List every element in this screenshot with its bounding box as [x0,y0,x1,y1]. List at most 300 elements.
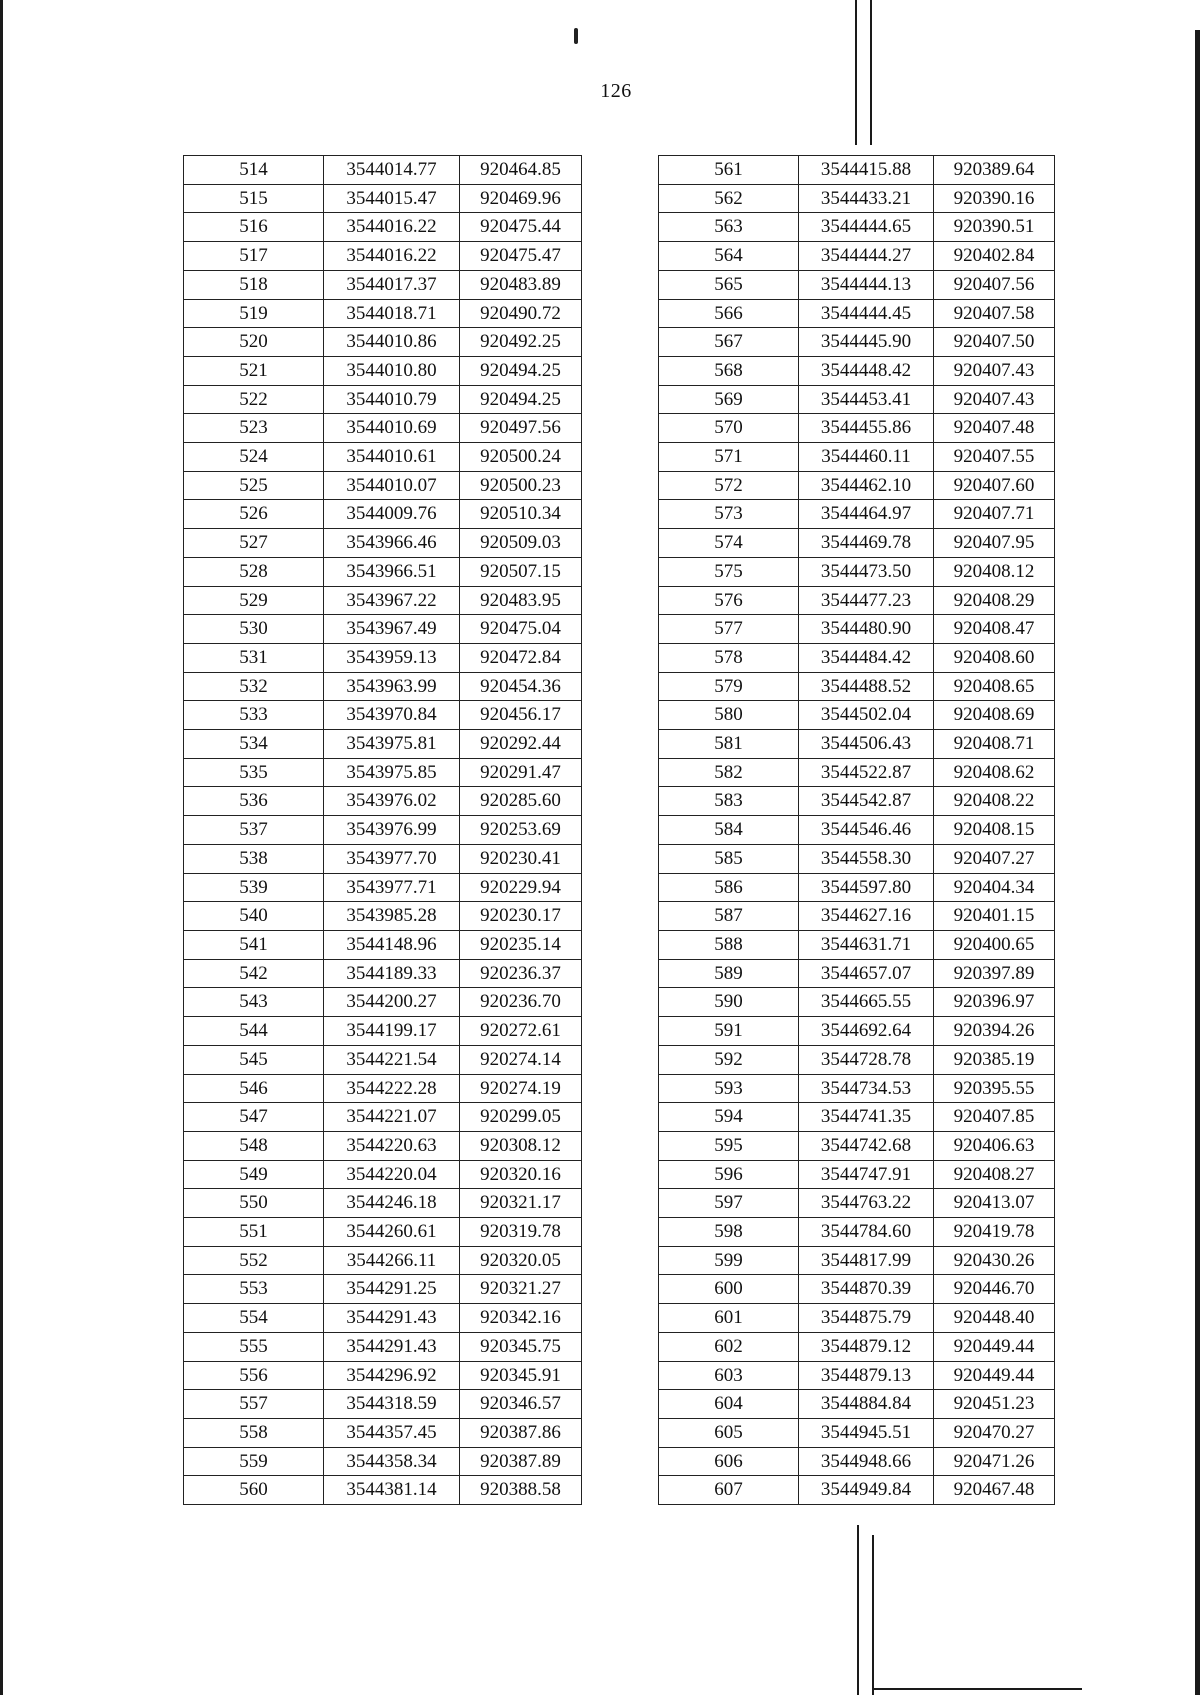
table-row [659,385,1055,414]
x-coordinate-cell: 3544222.28 [324,1074,460,1103]
x-coordinate-cell: 3544763.22 [799,1189,934,1218]
x-coordinate-cell: 3544558.30 [799,844,934,873]
x-coordinate-cell: 3544010.86 [324,328,460,357]
table-row [659,844,1055,873]
table-row [659,1074,1055,1103]
point-number-cell: 578 [659,643,799,672]
point-number-cell: 525 [184,471,324,500]
x-coordinate-cell: 3544453.41 [799,385,934,414]
y-coordinate-cell: 920475.47 [460,242,582,271]
point-number-cell: 522 [184,385,324,414]
point-number-cell: 595 [659,1131,799,1160]
x-coordinate-cell: 3544462.10 [799,471,934,500]
table-row [659,443,1055,472]
table-row [659,299,1055,328]
y-coordinate-cell: 920492.25 [460,328,582,357]
point-number-cell: 536 [184,787,324,816]
x-coordinate-cell: 3543959.13 [324,643,460,672]
x-coordinate-cell: 3544010.69 [324,414,460,443]
point-number-cell: 590 [659,988,799,1017]
table-row [659,1447,1055,1476]
y-coordinate-cell: 920272.61 [460,1017,582,1046]
point-number-cell: 567 [659,328,799,357]
point-number-cell: 541 [184,930,324,959]
table-row [659,270,1055,299]
x-coordinate-cell: 3544433.21 [799,184,934,213]
point-number-cell: 552 [184,1246,324,1275]
y-coordinate-cell: 920229.94 [460,873,582,902]
point-number-cell: 524 [184,443,324,472]
point-number-cell: 521 [184,356,324,385]
table-row [659,1361,1055,1390]
point-number-cell: 538 [184,844,324,873]
point-number-cell: 535 [184,758,324,787]
table-row [184,299,582,328]
table-row [184,1275,582,1304]
table-row [659,156,1055,185]
point-number-cell: 550 [184,1189,324,1218]
table-row [184,1189,582,1218]
y-coordinate-cell: 920321.27 [460,1275,582,1304]
x-coordinate-cell: 3544010.07 [324,471,460,500]
x-coordinate-cell: 3544692.64 [799,1017,934,1046]
y-coordinate-cell: 920291.47 [460,758,582,787]
table-row [184,1160,582,1189]
x-coordinate-cell: 3544016.22 [324,242,460,271]
x-coordinate-cell: 3544014.77 [324,156,460,185]
point-number-cell: 582 [659,758,799,787]
x-coordinate-cell: 3544291.43 [324,1332,460,1361]
point-number-cell: 523 [184,414,324,443]
y-coordinate-cell: 920235.14 [460,930,582,959]
y-coordinate-cell: 920404.34 [934,873,1055,902]
binding-line-bottom-b [872,1535,874,1695]
table-row [184,1390,582,1419]
x-coordinate-cell: 3544884.84 [799,1390,934,1419]
y-coordinate-cell: 920475.04 [460,615,582,644]
point-number-cell: 587 [659,902,799,931]
point-number-cell: 592 [659,1045,799,1074]
point-number-cell: 564 [659,242,799,271]
point-number-cell: 556 [184,1361,324,1390]
table-row [659,242,1055,271]
y-coordinate-cell: 920407.56 [934,270,1055,299]
table-row [184,902,582,931]
point-number-cell: 530 [184,615,324,644]
y-coordinate-cell: 920490.72 [460,299,582,328]
point-number-cell: 565 [659,270,799,299]
x-coordinate-cell: 3544266.11 [324,1246,460,1275]
x-coordinate-cell: 3543966.46 [324,529,460,558]
x-coordinate-cell: 3544546.46 [799,816,934,845]
binding-line-top-a [855,0,857,145]
y-coordinate-cell: 920408.65 [934,672,1055,701]
table-row [184,1074,582,1103]
table-row [184,873,582,902]
point-number-cell: 583 [659,787,799,816]
y-coordinate-cell: 920408.71 [934,730,1055,759]
table-row [659,557,1055,586]
point-number-cell: 531 [184,643,324,672]
x-coordinate-cell: 3544200.27 [324,988,460,1017]
y-coordinate-cell: 920320.16 [460,1160,582,1189]
coordinates-table-left [183,155,582,1505]
point-number-cell: 516 [184,213,324,242]
table-row [659,1218,1055,1247]
table-row [659,988,1055,1017]
y-coordinate-cell: 920253.69 [460,816,582,845]
y-coordinate-cell: 920407.95 [934,529,1055,558]
y-coordinate-cell: 920483.89 [460,270,582,299]
table-row [184,1447,582,1476]
y-coordinate-cell: 920407.71 [934,500,1055,529]
table-row [659,1131,1055,1160]
point-number-cell: 545 [184,1045,324,1074]
point-number-cell: 555 [184,1332,324,1361]
x-coordinate-cell: 3544728.78 [799,1045,934,1074]
x-coordinate-cell: 3543975.85 [324,758,460,787]
table-row [184,500,582,529]
table-row [184,787,582,816]
table-row [184,529,582,558]
x-coordinate-cell: 3544010.79 [324,385,460,414]
x-coordinate-cell: 3544444.13 [799,270,934,299]
table-row [184,156,582,185]
point-number-cell: 562 [659,184,799,213]
y-coordinate-cell: 920397.89 [934,959,1055,988]
y-coordinate-cell: 920407.50 [934,328,1055,357]
y-coordinate-cell: 920470.27 [934,1418,1055,1447]
x-coordinate-cell: 3544522.87 [799,758,934,787]
y-coordinate-cell: 920407.43 [934,385,1055,414]
y-coordinate-cell: 920345.75 [460,1332,582,1361]
x-coordinate-cell: 3544018.71 [324,299,460,328]
x-coordinate-cell: 3544488.52 [799,672,934,701]
y-coordinate-cell: 920299.05 [460,1103,582,1132]
point-number-cell: 607 [659,1476,799,1505]
table-row [659,1390,1055,1419]
x-coordinate-cell: 3544484.42 [799,643,934,672]
y-coordinate-cell: 920407.55 [934,443,1055,472]
y-coordinate-cell: 920494.25 [460,356,582,385]
x-coordinate-cell: 3544734.53 [799,1074,934,1103]
binding-line-bottom-c [872,1688,1082,1690]
point-number-cell: 519 [184,299,324,328]
x-coordinate-cell: 3544742.68 [799,1131,934,1160]
point-number-cell: 534 [184,730,324,759]
x-coordinate-cell: 3544741.35 [799,1103,934,1132]
y-coordinate-cell: 920407.43 [934,356,1055,385]
x-coordinate-cell: 3544477.23 [799,586,934,615]
y-coordinate-cell: 920500.23 [460,471,582,500]
table-row [659,672,1055,701]
point-number-cell: 589 [659,959,799,988]
y-coordinate-cell: 920408.69 [934,701,1055,730]
table-row [659,1160,1055,1189]
x-coordinate-cell: 3544879.13 [799,1361,934,1390]
x-coordinate-cell: 3544009.76 [324,500,460,529]
y-coordinate-cell: 920449.44 [934,1332,1055,1361]
table-row [184,557,582,586]
x-coordinate-cell: 3544448.42 [799,356,934,385]
x-coordinate-cell: 3544597.80 [799,873,934,902]
y-coordinate-cell: 920456.17 [460,701,582,730]
point-number-cell: 544 [184,1017,324,1046]
point-number-cell: 568 [659,356,799,385]
point-number-cell: 577 [659,615,799,644]
point-number-cell: 574 [659,529,799,558]
point-number-cell: 517 [184,242,324,271]
table-row [184,959,582,988]
y-coordinate-cell: 920446.70 [934,1275,1055,1304]
table-row [659,643,1055,672]
point-number-cell: 597 [659,1189,799,1218]
y-coordinate-cell: 920408.27 [934,1160,1055,1189]
x-coordinate-cell: 3544464.97 [799,500,934,529]
table-row [184,385,582,414]
binding-line-top-b [870,0,872,145]
x-coordinate-cell: 3544506.43 [799,730,934,759]
coordinates-table-right [658,155,1055,1505]
x-coordinate-cell: 3544473.50 [799,557,934,586]
y-coordinate-cell: 920395.55 [934,1074,1055,1103]
y-coordinate-cell: 920407.60 [934,471,1055,500]
y-coordinate-cell: 920408.22 [934,787,1055,816]
table-row [184,213,582,242]
y-coordinate-cell: 920430.26 [934,1246,1055,1275]
x-coordinate-cell: 3543967.49 [324,615,460,644]
point-number-cell: 518 [184,270,324,299]
point-number-cell: 569 [659,385,799,414]
x-coordinate-cell: 3543966.51 [324,557,460,586]
scan-speck [574,28,578,44]
x-coordinate-cell: 3544542.87 [799,787,934,816]
table-row [659,902,1055,931]
table-row [184,1304,582,1333]
x-coordinate-cell: 3543963.99 [324,672,460,701]
point-number-cell: 542 [184,959,324,988]
y-coordinate-cell: 920497.56 [460,414,582,443]
point-number-cell: 551 [184,1218,324,1247]
y-coordinate-cell: 920388.58 [460,1476,582,1505]
point-number-cell: 575 [659,557,799,586]
y-coordinate-cell: 920408.29 [934,586,1055,615]
y-coordinate-cell: 920236.37 [460,959,582,988]
y-coordinate-cell: 920230.41 [460,844,582,873]
x-coordinate-cell: 3543967.22 [324,586,460,615]
table-row [184,184,582,213]
x-coordinate-cell: 3544357.45 [324,1418,460,1447]
x-coordinate-cell: 3544221.07 [324,1103,460,1132]
y-coordinate-cell: 920345.91 [460,1361,582,1390]
y-coordinate-cell: 920390.16 [934,184,1055,213]
y-coordinate-cell: 920342.16 [460,1304,582,1333]
table-row [659,930,1055,959]
y-coordinate-cell: 920469.96 [460,184,582,213]
x-coordinate-cell: 3544016.22 [324,213,460,242]
point-number-cell: 601 [659,1304,799,1333]
point-number-cell: 540 [184,902,324,931]
page-number: 126 [600,80,632,102]
table-row [659,1275,1055,1304]
point-number-cell: 588 [659,930,799,959]
y-coordinate-cell: 920509.03 [460,529,582,558]
x-coordinate-cell: 3543985.28 [324,902,460,931]
y-coordinate-cell: 920407.58 [934,299,1055,328]
x-coordinate-cell: 3544318.59 [324,1390,460,1419]
point-number-cell: 527 [184,529,324,558]
y-coordinate-cell: 920396.97 [934,988,1055,1017]
point-number-cell: 584 [659,816,799,845]
table-row [184,643,582,672]
x-coordinate-cell: 3544444.65 [799,213,934,242]
point-number-cell: 605 [659,1418,799,1447]
y-coordinate-cell: 920308.12 [460,1131,582,1160]
x-coordinate-cell: 3544221.54 [324,1045,460,1074]
x-coordinate-cell: 3544199.17 [324,1017,460,1046]
y-coordinate-cell: 920483.95 [460,586,582,615]
table-row [659,1017,1055,1046]
y-coordinate-cell: 920472.84 [460,643,582,672]
y-coordinate-cell: 920320.05 [460,1246,582,1275]
table-row [184,1131,582,1160]
table-row [659,758,1055,787]
x-coordinate-cell: 3544784.60 [799,1218,934,1247]
table-row [184,1361,582,1390]
x-coordinate-cell: 3544260.61 [324,1218,460,1247]
point-number-cell: 559 [184,1447,324,1476]
y-coordinate-cell: 920507.15 [460,557,582,586]
table-row [184,443,582,472]
y-coordinate-cell: 920292.44 [460,730,582,759]
y-coordinate-cell: 920406.63 [934,1131,1055,1160]
binding-line-bottom-a [857,1525,859,1695]
point-number-cell: 526 [184,500,324,529]
point-number-cell: 561 [659,156,799,185]
point-number-cell: 543 [184,988,324,1017]
table-row [184,730,582,759]
x-coordinate-cell: 3544246.18 [324,1189,460,1218]
x-coordinate-cell: 3544445.90 [799,328,934,357]
table-row [184,471,582,500]
x-coordinate-cell: 3543976.99 [324,816,460,845]
table-row [184,816,582,845]
table-row [659,1304,1055,1333]
x-coordinate-cell: 3544220.04 [324,1160,460,1189]
x-coordinate-cell: 3544381.14 [324,1476,460,1505]
table-row [659,730,1055,759]
y-coordinate-cell: 920408.12 [934,557,1055,586]
point-number-cell: 572 [659,471,799,500]
table-row [184,1103,582,1132]
x-coordinate-cell: 3544148.96 [324,930,460,959]
point-number-cell: 520 [184,328,324,357]
y-coordinate-cell: 920387.89 [460,1447,582,1476]
table-row [184,1332,582,1361]
point-number-cell: 599 [659,1246,799,1275]
scan-edge-left [0,0,3,1695]
y-coordinate-cell: 920408.62 [934,758,1055,787]
x-coordinate-cell: 3544189.33 [324,959,460,988]
table-row [659,328,1055,357]
y-coordinate-cell: 920390.51 [934,213,1055,242]
table-row [184,356,582,385]
point-number-cell: 548 [184,1131,324,1160]
scan-edge-right [1195,30,1200,1695]
x-coordinate-cell: 3544945.51 [799,1418,934,1447]
point-number-cell: 594 [659,1103,799,1132]
point-number-cell: 514 [184,156,324,185]
point-number-cell: 560 [184,1476,324,1505]
y-coordinate-cell: 920402.84 [934,242,1055,271]
x-coordinate-cell: 3544010.61 [324,443,460,472]
x-coordinate-cell: 3544010.80 [324,356,460,385]
y-coordinate-cell: 920407.85 [934,1103,1055,1132]
table-row [659,184,1055,213]
x-coordinate-cell: 3543977.71 [324,873,460,902]
point-number-cell: 581 [659,730,799,759]
point-number-cell: 532 [184,672,324,701]
table-row [184,1218,582,1247]
x-coordinate-cell: 3544879.12 [799,1332,934,1361]
table-row [184,1246,582,1275]
y-coordinate-cell: 920274.14 [460,1045,582,1074]
y-coordinate-cell: 920464.85 [460,156,582,185]
table-row [184,844,582,873]
point-number-cell: 571 [659,443,799,472]
x-coordinate-cell: 3544627.16 [799,902,934,931]
table-row [659,586,1055,615]
table-row [659,959,1055,988]
x-coordinate-cell: 3544817.99 [799,1246,934,1275]
point-number-cell: 586 [659,873,799,902]
point-number-cell: 596 [659,1160,799,1189]
x-coordinate-cell: 3543970.84 [324,701,460,730]
y-coordinate-cell: 920274.19 [460,1074,582,1103]
y-coordinate-cell: 920475.44 [460,213,582,242]
table-row [659,787,1055,816]
y-coordinate-cell: 920408.15 [934,816,1055,845]
table-row [659,1418,1055,1447]
table-row [659,873,1055,902]
x-coordinate-cell: 3544444.27 [799,242,934,271]
table-row [659,356,1055,385]
table-row [659,414,1055,443]
x-coordinate-cell: 3543976.02 [324,787,460,816]
table-row [659,1189,1055,1218]
y-coordinate-cell: 920419.78 [934,1218,1055,1247]
y-coordinate-cell: 920394.26 [934,1017,1055,1046]
point-number-cell: 602 [659,1332,799,1361]
table-row [659,1332,1055,1361]
point-number-cell: 515 [184,184,324,213]
x-coordinate-cell: 3544665.55 [799,988,934,1017]
table-row [184,1418,582,1447]
y-coordinate-cell: 920385.19 [934,1045,1055,1074]
x-coordinate-cell: 3544291.25 [324,1275,460,1304]
table-row [184,242,582,271]
x-coordinate-cell: 3544875.79 [799,1304,934,1333]
table-row [659,615,1055,644]
y-coordinate-cell: 920230.17 [460,902,582,931]
point-number-cell: 573 [659,500,799,529]
x-coordinate-cell: 3544455.86 [799,414,934,443]
y-coordinate-cell: 920346.57 [460,1390,582,1419]
y-coordinate-cell: 920400.65 [934,930,1055,959]
x-coordinate-cell: 3544444.45 [799,299,934,328]
y-coordinate-cell: 920408.60 [934,643,1055,672]
y-coordinate-cell: 920454.36 [460,672,582,701]
